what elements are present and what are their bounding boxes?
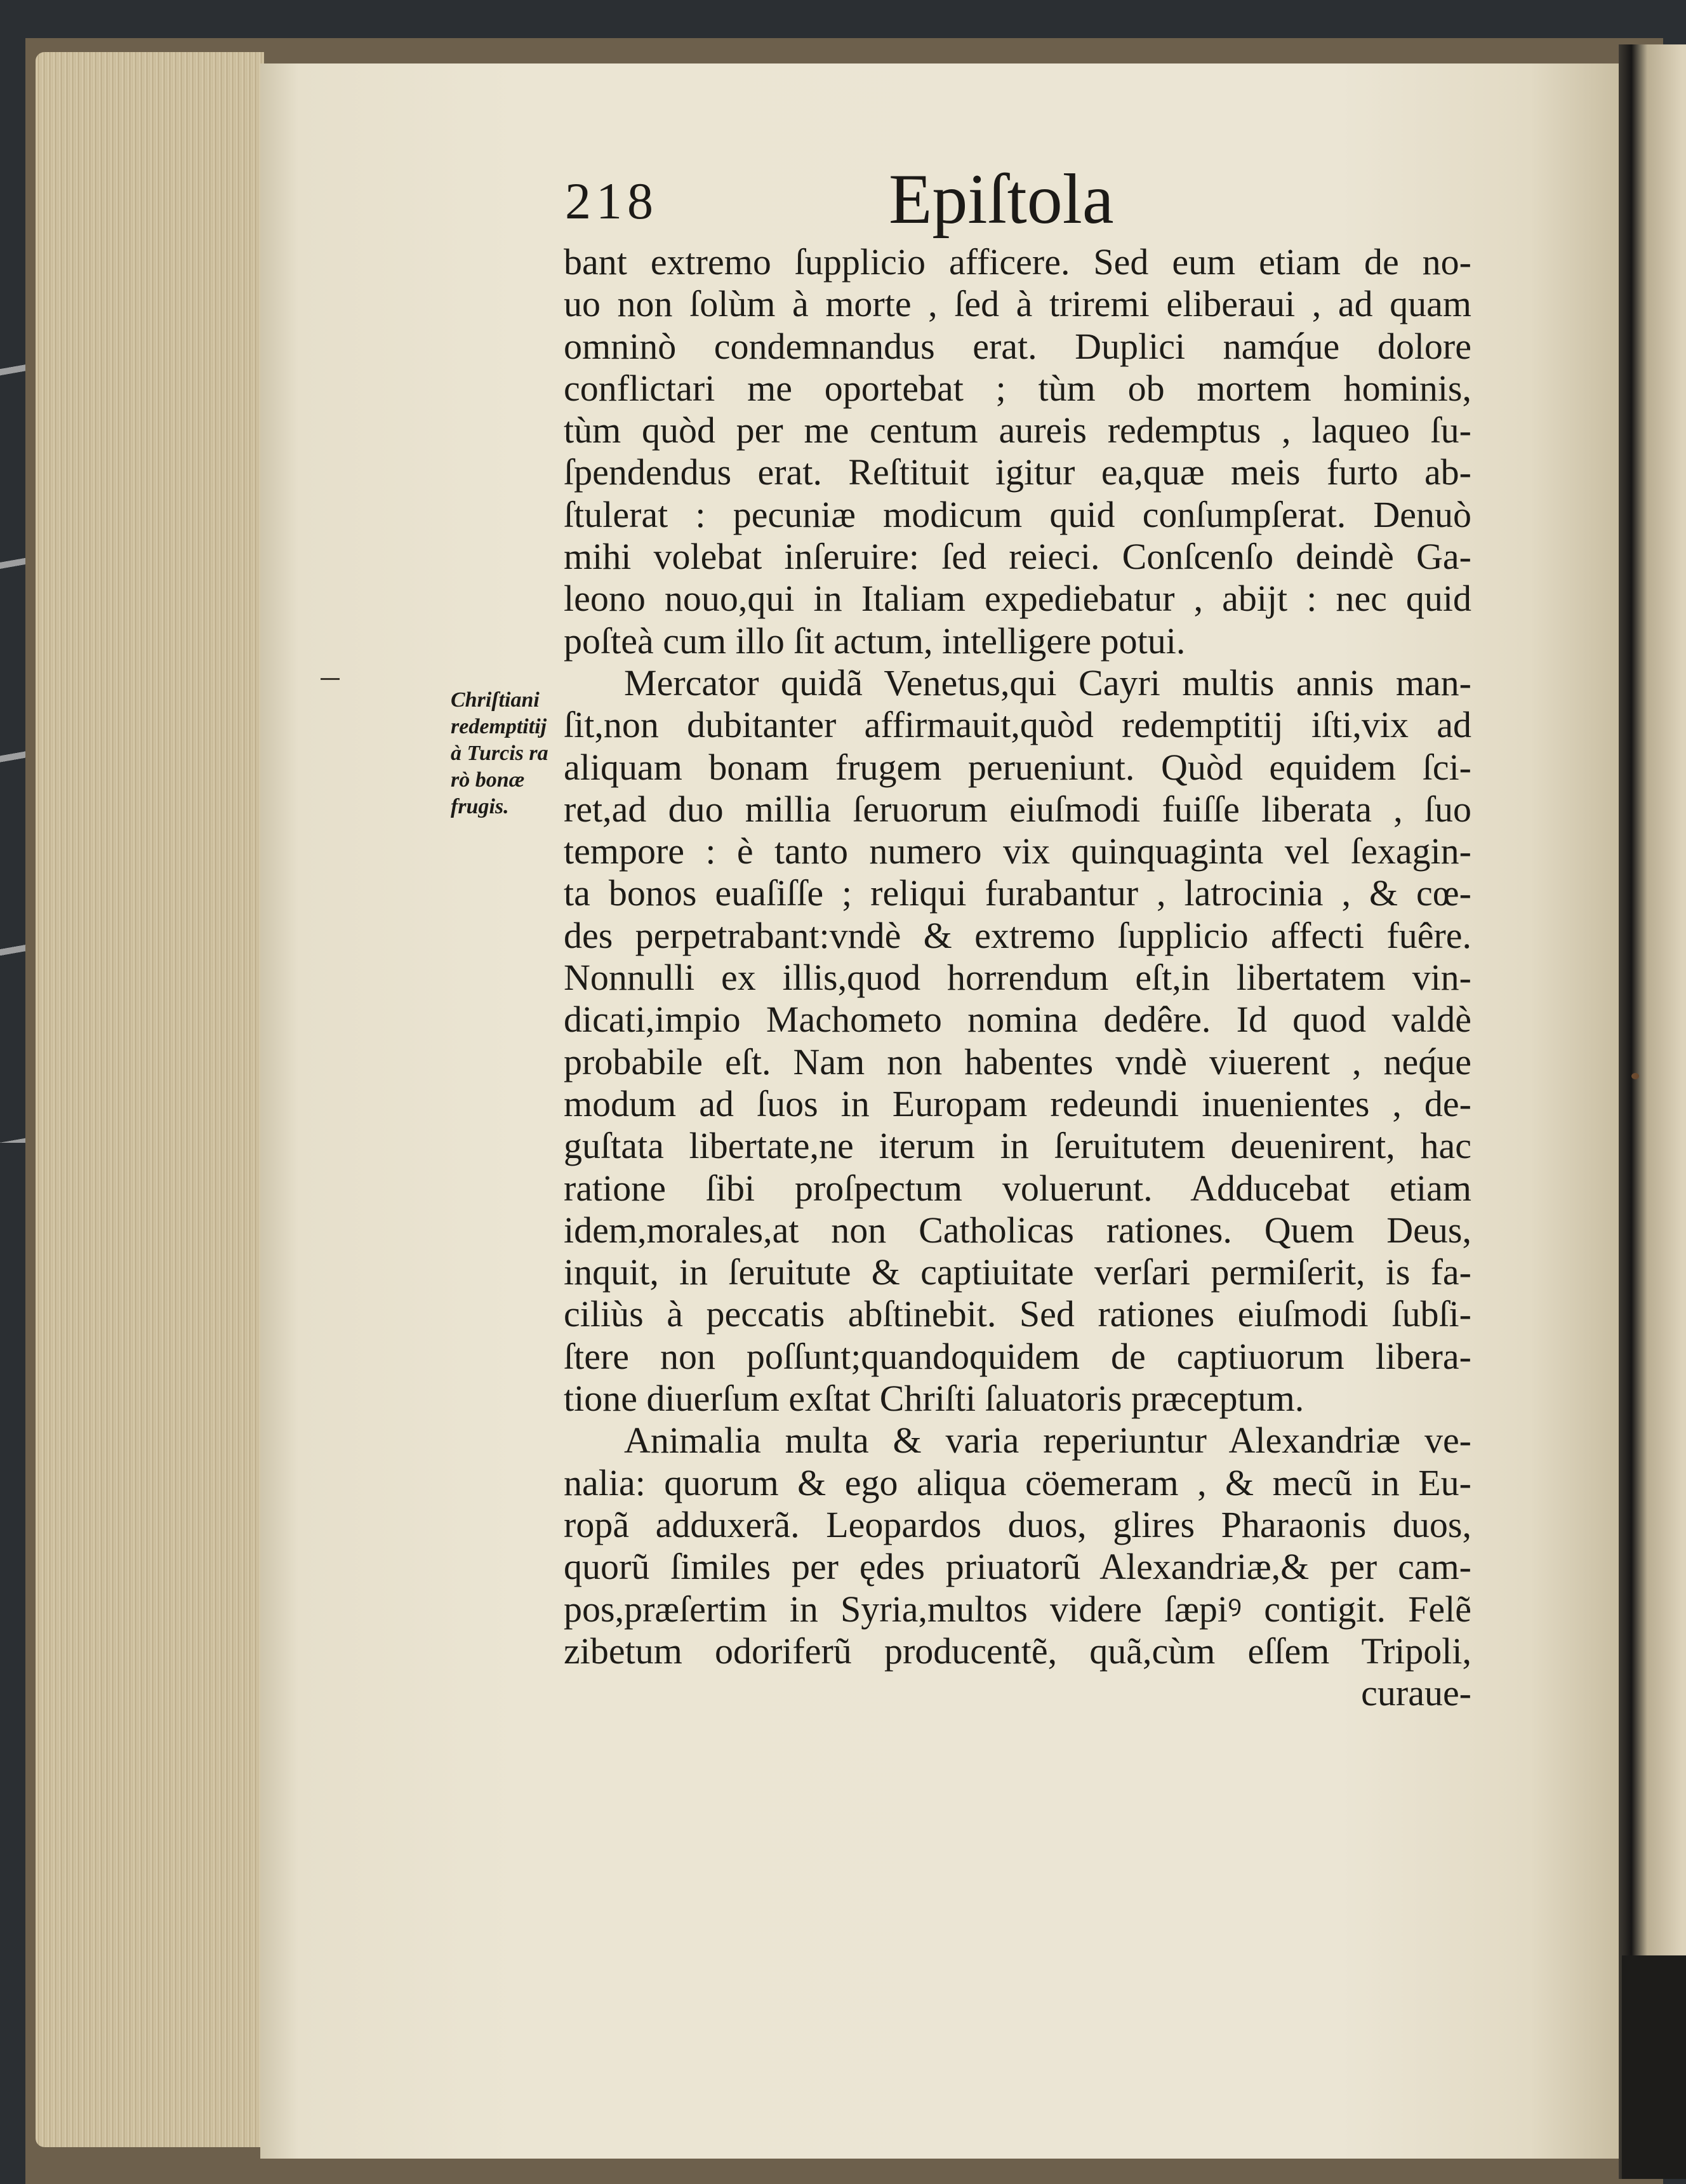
text-line: idem,morales,at non Catholicas rationes. Quem Deus, xyxy=(564,1209,1471,1251)
page-number: 218 xyxy=(565,172,658,230)
text-line: Mercator quidã Venetus,qui Cayri multis annis man- xyxy=(624,662,1471,703)
text-line: dicati,impio Machometo nomina dedêre. Id quod valdè xyxy=(564,999,1471,1041)
body-text xyxy=(564,241,1471,1714)
ink-mark xyxy=(321,678,340,680)
margin-note-line: rò bonæ xyxy=(451,768,525,792)
text-line: Animalia multa & varia reperiuntur Alexandriæ ve- xyxy=(624,1420,1471,1462)
text-line: pos,præſertim in Syria,multos videre ſæpiꝰ contigit. Felẽ xyxy=(564,1588,1471,1630)
text-line: poſteà cum illo ſit actum, intelligere potui. xyxy=(564,620,1186,662)
text-line: ta bonos euaſiſſe ; reliqui furabantur , latrocinia , & cœ- xyxy=(564,872,1471,914)
text-line: bant extremo ſupplicio afficere. Sed eum etiam de no- xyxy=(564,241,1471,283)
text-line: tione diuerſum exſtat Chriſti ſaluatoris præceptum. xyxy=(564,1378,1304,1420)
text-line: ciliùs à peccatis abſtinebit. Sed rationes eiuſmodi ſubſi- xyxy=(564,1293,1471,1335)
text-line: guſtata libertate,ne iterum in ſeruitutem deuenirent, hac xyxy=(564,1125,1471,1167)
text-line: omninò condemnandus erat. Duplici namq́ue dolore xyxy=(564,325,1471,367)
text-line: mihi volebat inſeruire: ſed reieci. Conſcenſo deindè Ga- xyxy=(564,536,1471,578)
text-line: leono nouo,qui in Italiam expediebatur , abijt : nec quid xyxy=(564,578,1471,620)
text-line: Nonnulli ex illis,quod horrendum eſt,in libertatem vin- xyxy=(564,957,1471,999)
catchword: curaue- xyxy=(1361,1672,1471,1714)
text-line: tempore : è tanto numero vix quinquaginta vel ſexagin- xyxy=(564,830,1471,872)
running-head: Epiſtola xyxy=(889,160,1114,239)
text-line: uo non ſolùm à morte , ſed à triremi eliberaui , ad quam xyxy=(564,283,1471,325)
text-line: ſtere non poſſunt;quandoquidem de captiuorum libera- xyxy=(564,1335,1471,1377)
text-line: tùm quòd per me centum aureis redemptus , laqueo ſu- xyxy=(564,410,1471,451)
margin-note xyxy=(451,687,565,820)
text-line: ſpendendus erat. Reſtituit igitur ea,quæ meis furto ab- xyxy=(564,451,1471,493)
background-shadow xyxy=(0,317,25,1143)
text-line: inquit, in ſeruitute & captiuitate verſari permiſerit, is fa- xyxy=(564,1251,1471,1293)
text-line: ropã adduxerã. Leopardos duos, glires Pharaonis duos, xyxy=(564,1503,1471,1545)
ink-mark xyxy=(1631,1073,1639,1079)
book-gutter xyxy=(1619,44,1686,2179)
margin-note-line: frugis. xyxy=(451,795,509,818)
gutter-shadow xyxy=(1622,1955,1686,2179)
text-line: aliquam bonam frugem perueniunt. Quòd equidem ſci- xyxy=(564,746,1471,788)
text-line: des perpetrabant:vndè & extremo ſupplicio affecti fuêre. xyxy=(564,914,1471,956)
text-line: ſtulerat : pecuniæ modicum quid conſumpſerat. Denuò xyxy=(564,493,1471,535)
margin-note-line: Chriſtiani xyxy=(451,688,540,712)
text-line: ret,ad duo millia ſeruorum eiuſmodi fuiſſe liberata , ſuo xyxy=(564,788,1471,830)
text-line: modum ad ſuos in Europam redeundi inuenientes , de- xyxy=(564,1082,1471,1124)
page-edges xyxy=(36,52,264,2147)
text-line: zibetum odoriferũ producentẽ, quã,cùm eſſem Tripoli, xyxy=(564,1630,1471,1672)
text-line: nalia: quorum & ego aliqua cöemeram , & mecũ in Eu- xyxy=(564,1462,1471,1503)
text-line: ratione ſibi proſpectum voluerunt. Adducebat etiam xyxy=(564,1167,1471,1209)
margin-note-line: redemptitij xyxy=(451,715,547,738)
margin-note-line: à Turcis ra xyxy=(451,742,548,765)
page-header xyxy=(565,159,1517,241)
text-line: ſit,non dubitanter affirmauit,quòd redemptitij iſti,vix ad xyxy=(564,704,1471,746)
text-line: quorũ ſimiles per ędes priuatorũ Alexandriæ,& per cam- xyxy=(564,1546,1471,1588)
text-line: probabile eſt. Nam non habentes vndè viuerent , neq́ue xyxy=(564,1041,1471,1082)
text-line: conflictari me oportebat ; tùm ob mortem hominis, xyxy=(564,367,1471,409)
